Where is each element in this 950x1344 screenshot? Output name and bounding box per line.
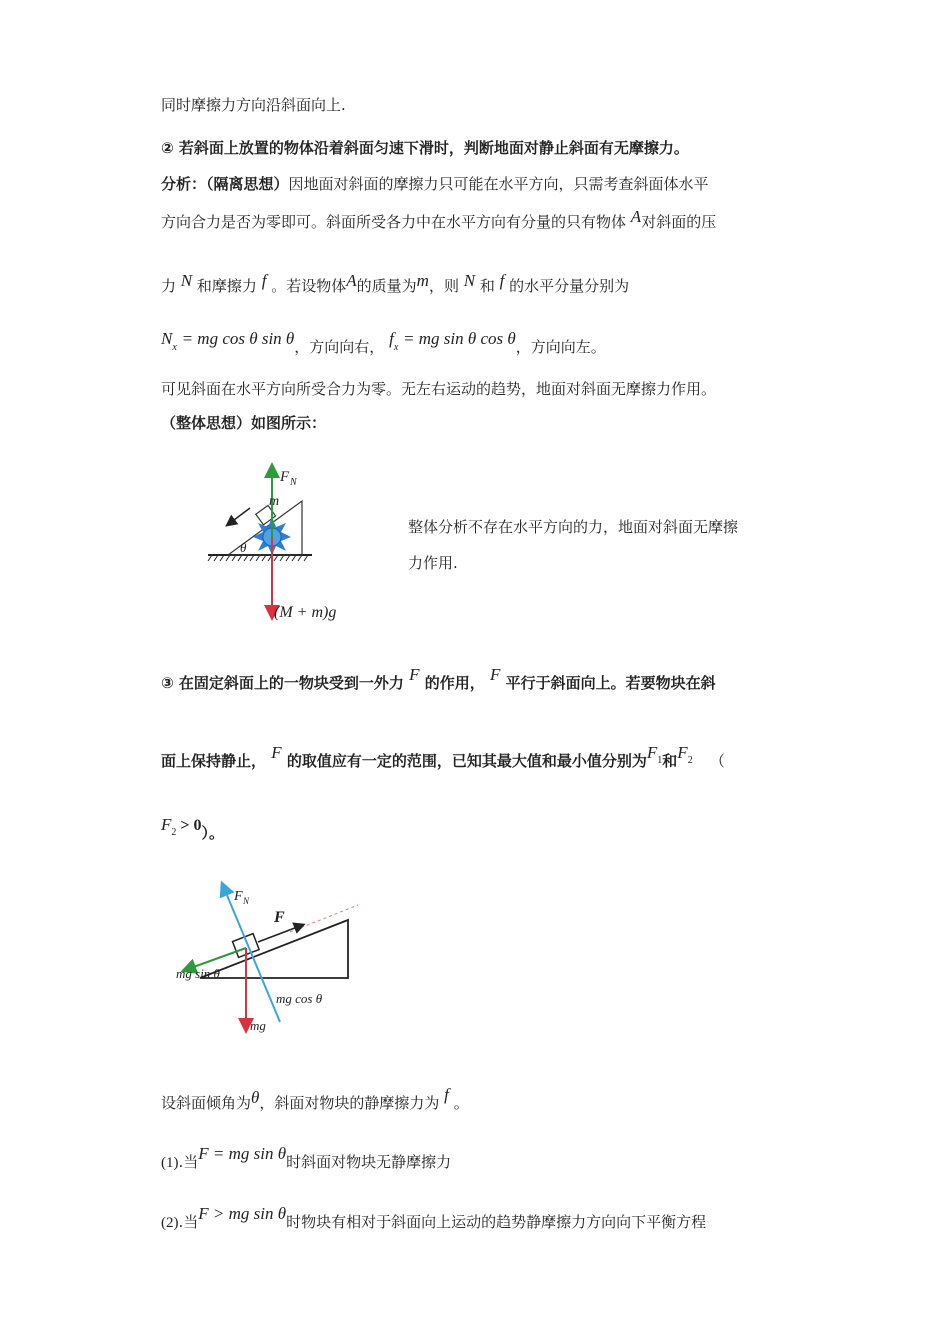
equation-case-2: F > mg sin θ [198, 1204, 287, 1223]
conclusion-line [161, 379, 716, 399]
question-3-line-2 [161, 743, 725, 774]
setup-text-1: 设斜面倾角为 [161, 1094, 252, 1112]
question-3-text-1: ③ 在固定斜面上的一物块受到一外力 [161, 674, 404, 692]
text-assume: 。若设物体 [271, 277, 347, 295]
case-2-number: (2) [161, 1215, 179, 1231]
text-and-friction: 和摩擦力 [196, 277, 257, 295]
label-FN: F [234, 889, 243, 904]
equation-Nx: = mg cos θ sin θ [181, 329, 295, 348]
label-FN: F [280, 469, 290, 485]
analysis-text: 因地面对斜面的摩擦力只可能在水平方向，只需考查斜面体水平 [288, 175, 709, 193]
symbol-N: N [180, 271, 193, 290]
case-2-line [161, 1204, 707, 1233]
analysis-line-3 [161, 271, 630, 296]
question-3-text-6: 和 [662, 752, 678, 770]
subscript-x: x [393, 342, 399, 353]
analysis-label: 分析：（隔离思想） [161, 175, 289, 193]
symbol-f: f [261, 271, 267, 290]
symbol-A: A [346, 271, 357, 290]
case-1-when: .当 [178, 1153, 199, 1171]
subscript-2: 2 [171, 827, 177, 838]
label-theta: θ [240, 540, 247, 555]
question-3-text-2: 的作用， [424, 674, 485, 692]
symbol-N: N [463, 271, 476, 290]
label-m: m [269, 494, 280, 509]
subscript-1: 1 [657, 755, 663, 766]
symbol-f: f [444, 1085, 449, 1104]
label-F: F [274, 909, 285, 926]
subscript-2: 2 [687, 755, 693, 766]
symbol-F: F [271, 743, 282, 762]
text-force: 力 [161, 277, 177, 295]
case-2-text: 时物块有相对于斜面向上运动的趋势静摩擦力方向向下平衡方程 [286, 1213, 707, 1231]
equation-line [161, 329, 606, 360]
symbol-f: f [389, 329, 394, 348]
figure-whole-system [200, 455, 370, 630]
case-1-number: (1) [161, 1155, 179, 1171]
conclusion-text: 可见斜面在水平方向所受合力为零。无左右运动的趋势，地面对斜面无摩擦力作用。 [161, 380, 717, 398]
symbol-N: N [161, 329, 173, 348]
analysis-line-2 [161, 207, 717, 232]
text-and: 和 [479, 277, 495, 295]
question-3-text-5: 的取值应有一定的范围，已知其最大值和最小值分别为 [286, 752, 647, 770]
analysis-line-1 [161, 174, 709, 194]
equation-fx: = mg sin θ cos θ [403, 329, 516, 348]
setup-text-3: 。 [453, 1094, 469, 1112]
symbol-F: F [409, 665, 420, 684]
symbol-F2: F [677, 743, 688, 762]
whole-desc-text-2: 力作用. [408, 554, 458, 572]
text-horizontal-components: 的水平分量分别为 [509, 277, 630, 295]
question-3-paren-open: （ [709, 752, 725, 770]
analysis-text-2b: 对斜面的压 [641, 213, 717, 231]
figure-incline-forces [160, 870, 370, 1040]
symbol-theta: θ [251, 1088, 260, 1107]
question-3-line-1 [161, 665, 716, 693]
label-mg-cos: mg cos θ [276, 991, 323, 1006]
whole-method-label: （整体思想）如图所示： [161, 414, 327, 432]
subscript-x: x [172, 342, 177, 353]
label-mg-sin: mg sin θ [176, 966, 220, 981]
text-direction-left: ，方向向左。 [515, 338, 606, 356]
whole-label-line [161, 413, 326, 433]
analysis-text-2a: 方向合力是否为零即可。斜面所受各力中在水平方向有分量的只有物体 [161, 213, 627, 231]
label-FN-sub: N [290, 477, 297, 488]
motion-arrow [230, 508, 250, 523]
setup-text-2: ，斜面对物块的静摩擦力为 [259, 1094, 440, 1112]
text-direction-right: ，方向向右， [294, 338, 385, 356]
question-3-text-3: 平行于斜面向上。若要物块在斜 [505, 674, 716, 692]
symbol-m: m [416, 271, 429, 290]
normal-force-arrow [224, 888, 280, 1022]
text-friction-up: 同时摩擦力方向沿斜面向上. [161, 96, 346, 114]
question-3-text-4: 面上保持静止， [161, 752, 267, 770]
case-2-when: .当 [178, 1213, 199, 1231]
whole-desc-text-1: 整体分析不存在水平方向的力，地面对斜面无摩擦 [408, 518, 739, 536]
whole-desc-line-2 [408, 553, 458, 573]
incline-wedge [200, 920, 348, 978]
applied-force-arrow [258, 926, 300, 942]
question-2-text: ② 若斜面上放置的物体沿着斜面匀速下滑时，判断地面对静止斜面有无摩擦力。 [161, 139, 689, 157]
text-line [161, 95, 346, 115]
condition-F2-positive: > 0 [176, 817, 202, 834]
label-mg: mg [250, 1018, 266, 1033]
equation-case-1: F = mg sin θ [198, 1144, 287, 1163]
whole-desc-line-1 [408, 517, 738, 537]
setup-line [161, 1085, 469, 1113]
symbol-F2: F [161, 815, 172, 834]
label-weight: (M + m)g [274, 604, 337, 621]
symbol-F1: F [646, 743, 658, 762]
case-1-text: 时斜面对物块无静摩擦力 [286, 1153, 452, 1171]
question-2 [161, 138, 689, 158]
symbol-F: F [490, 665, 501, 684]
symbol-A: A [630, 207, 642, 226]
label-FN-sub: N [243, 896, 250, 906]
case-1-line [161, 1144, 452, 1173]
question-3-line-3 [161, 815, 225, 846]
symbol-f: f [499, 271, 505, 290]
text-then: ，则 [428, 277, 459, 295]
question-3-paren-close: ）。 [201, 824, 225, 842]
text-mass: 的质量为 [356, 277, 417, 295]
